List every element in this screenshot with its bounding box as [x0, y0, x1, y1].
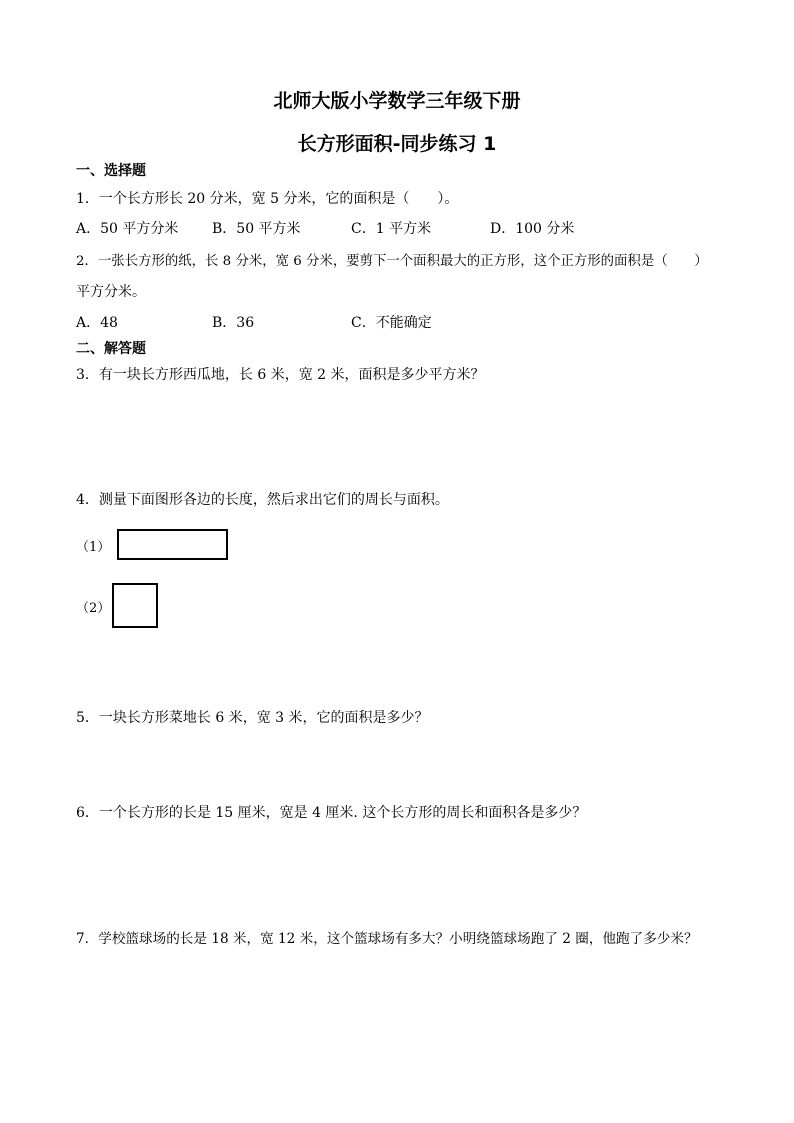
question-6: 6．一个长方形的长是 15 厘米，宽是 4 厘米. 这个长方形的周长和面积各是多少？ [76, 805, 587, 821]
figure-1-label: （1） [76, 540, 111, 555]
question-2-line-1: 2．一张长方形的纸，长 8 分米，宽 6 分米，要剪下一个面积最大的正方形，这个正方形的面积是（ ） [76, 254, 708, 269]
q1-option-b: B．50 平方米 [212, 221, 301, 237]
figure-2-label: （2） [76, 601, 111, 616]
section-heading-choice: 一、选择题 [76, 163, 146, 179]
q2-option-b: B．36 [212, 315, 255, 331]
page-title: 北师大版小学数学三年级下册 [273, 90, 521, 112]
question-7: 7．学校篮球场的长是 18 米，宽 12 米，这个篮球场有多大？小明绕篮球场跑了 2 圈，他跑了多少米？ [76, 931, 698, 947]
q1-option-a: A．50 平方分米 [76, 221, 179, 237]
question-1: 1．一个长方形长 20 分米，宽 5 分米，它的面积是（ ）。 [76, 191, 459, 207]
rectangle-figure [117, 529, 228, 560]
section-heading-answer: 二、解答题 [76, 341, 146, 357]
question-5: 5．一块长方形菜地长 6 米，宽 3 米，它的面积是多少？ [76, 710, 429, 726]
q2-option-a: A．48 [76, 315, 118, 331]
q2-option-c: C．不能确定 [351, 315, 432, 331]
question-4: 4．测量下面图形各边的长度，然后求出它们的周长与面积。 [76, 492, 449, 508]
q1-option-d: D．100 分米 [490, 221, 575, 237]
question-3: 3．有一块长方形西瓜地，长 6 米，宽 2 米，面积是多少平方米？ [76, 367, 485, 383]
page-subtitle: 长方形面积-同步练习 1 [297, 133, 497, 155]
question-2-line-2: 平方分米。 [76, 284, 146, 300]
q1-option-c: C．1 平方米 [351, 221, 432, 237]
square-figure [112, 583, 158, 628]
